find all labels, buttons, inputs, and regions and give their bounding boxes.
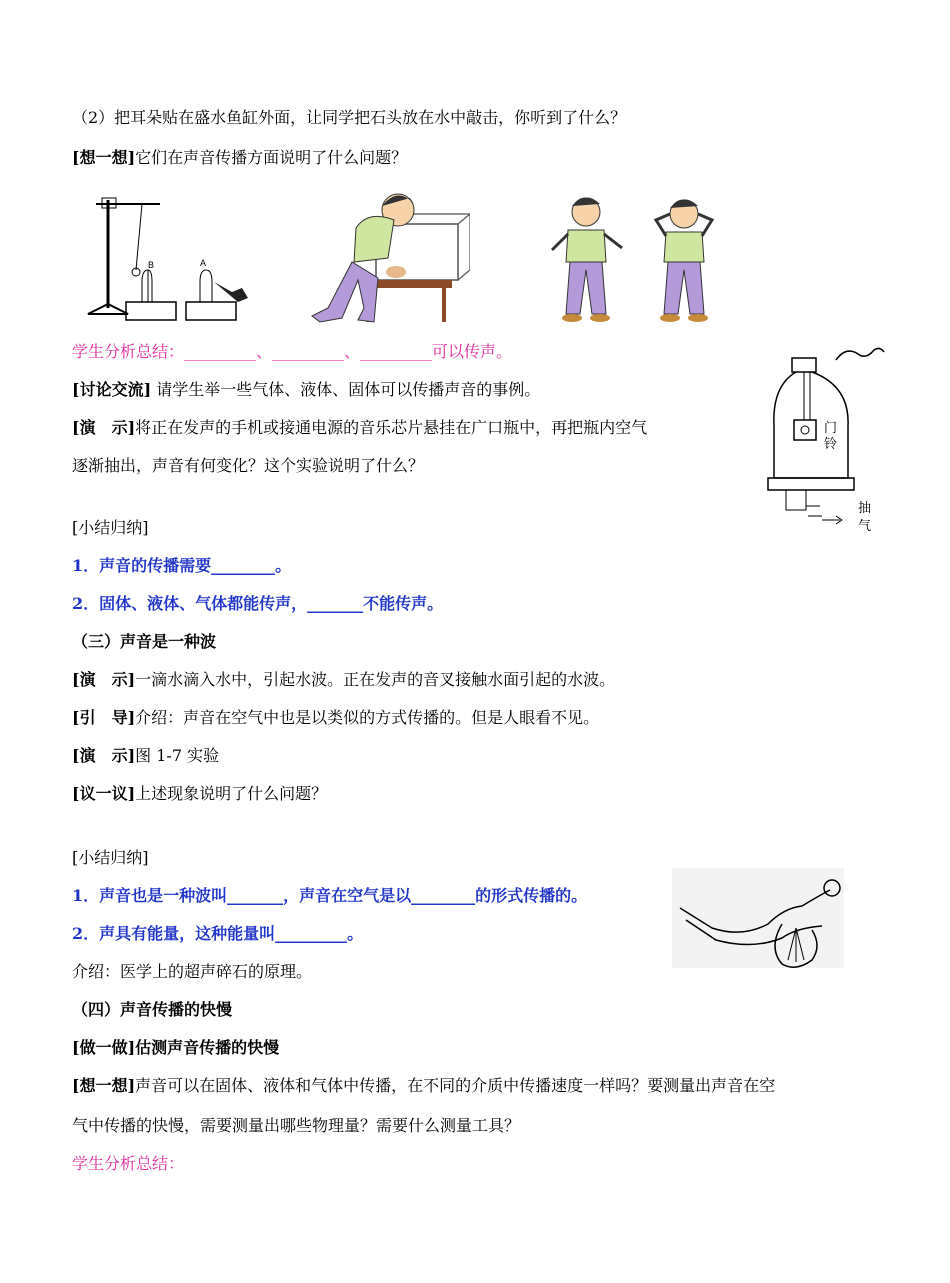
section-3-heading: （三）声音是一种波 [72,632,217,651]
section-tag: [讨论交流] [72,380,152,399]
summary-heading-2: [小结归纳] [72,848,149,867]
section-tag: [想一想] [72,1076,136,1095]
guide-prompt [72,708,599,728]
prompt-text: 请学生举一些气体、液体、固体可以传播声音的事例。 [151,380,541,399]
student-summary-2: 学生分析总结： [72,1154,185,1173]
jar-label-2: 铃 [824,437,838,452]
summary-point-3: 1．声音也是一种波叫_______，声音在空气是以________的形式传播的。 [72,886,588,905]
prompt-text: 图 1-7 实验 [135,746,220,765]
summary-heading-1: [小结归纳] [72,518,149,537]
think-prompt-1 [72,148,407,168]
jar-label-1: 门 [824,421,838,436]
question-2-text: （2）把耳朵贴在盛水鱼缸外面，让同学把石头放在水中敲击，你听到了什么？ [72,108,627,127]
bell-jar-vacuum-figure [766,346,886,536]
section-tag: [演 示] [72,746,136,765]
prompt-text: 一滴水滴入水中，引起水波。正在发声的音叉接触水面引起的水波。 [135,670,616,689]
intro-lithotripsy: 介绍：医学上的超声碎石的原理。 [72,962,313,981]
demo-prompt-2 [72,670,615,690]
prompt-text: 声音可以在固体、液体和气体中传播，在不同的介质中传播速度一样吗？要测量出声音在空 [135,1076,776,1095]
section-4-heading: （四）声音传播的快慢 [72,1000,233,1019]
summary-point-4: 2．声具有能量，这种能量叫_________。 [72,924,364,943]
demo-prompt-3 [72,746,219,766]
section-tag: [想一想] [72,148,136,167]
student-summary-1: 学生分析总结：_________、_________、_________可以传声。 [72,342,513,361]
ultrasound-lithotripsy-figure [672,868,844,968]
discussion-prompt [72,380,540,400]
summary-point-1: 1．声音的传播需要________。 [72,556,292,575]
prompt-text: 介绍：声音在空气中也是以类似的方式传播的。但是人眼看不见。 [135,708,600,727]
prompt-text: 上述现象说明了什么问题？ [135,784,328,803]
label-a: A [200,258,207,268]
prompt-text: 它们在声音传播方面说明了什么问题？ [135,148,408,167]
demo-prompt-1 [72,418,647,438]
summary-point-2: 2．固体、液体、气体都能传声，_______不能传声。 [72,594,444,613]
think-prompt-2 [72,1076,775,1096]
pump-label-2: 气 [858,519,872,534]
section-tag: [引 导] [72,708,136,727]
activity-heading: [做一做]估测声音传播的快慢 [72,1038,280,1057]
think-prompt-2-cont: 气中传播的快慢，需要测量出哪些物理量？需要什么测量工具？ [72,1116,521,1135]
boy-listening-at-tank-figure [298,188,470,328]
label-b: B [148,260,155,270]
discuss-prompt [72,784,327,804]
pump-label-1: 抽 [858,501,872,516]
section-tag: [演 示] [72,670,136,689]
boys-blocking-ears-figure [546,190,726,328]
section-tag: [演 示] [72,418,136,437]
demo-prompt-1-cont: 逐渐抽出，声音有何变化？这个实验说明了什么？ [72,456,425,475]
prompt-text: 将正在发声的手机或接通电源的音乐芯片悬挂在广口瓶中，再把瓶内空气 [135,418,648,437]
section-tag: [议一议] [72,784,136,803]
tuning-fork-apparatus-figure [82,190,254,328]
